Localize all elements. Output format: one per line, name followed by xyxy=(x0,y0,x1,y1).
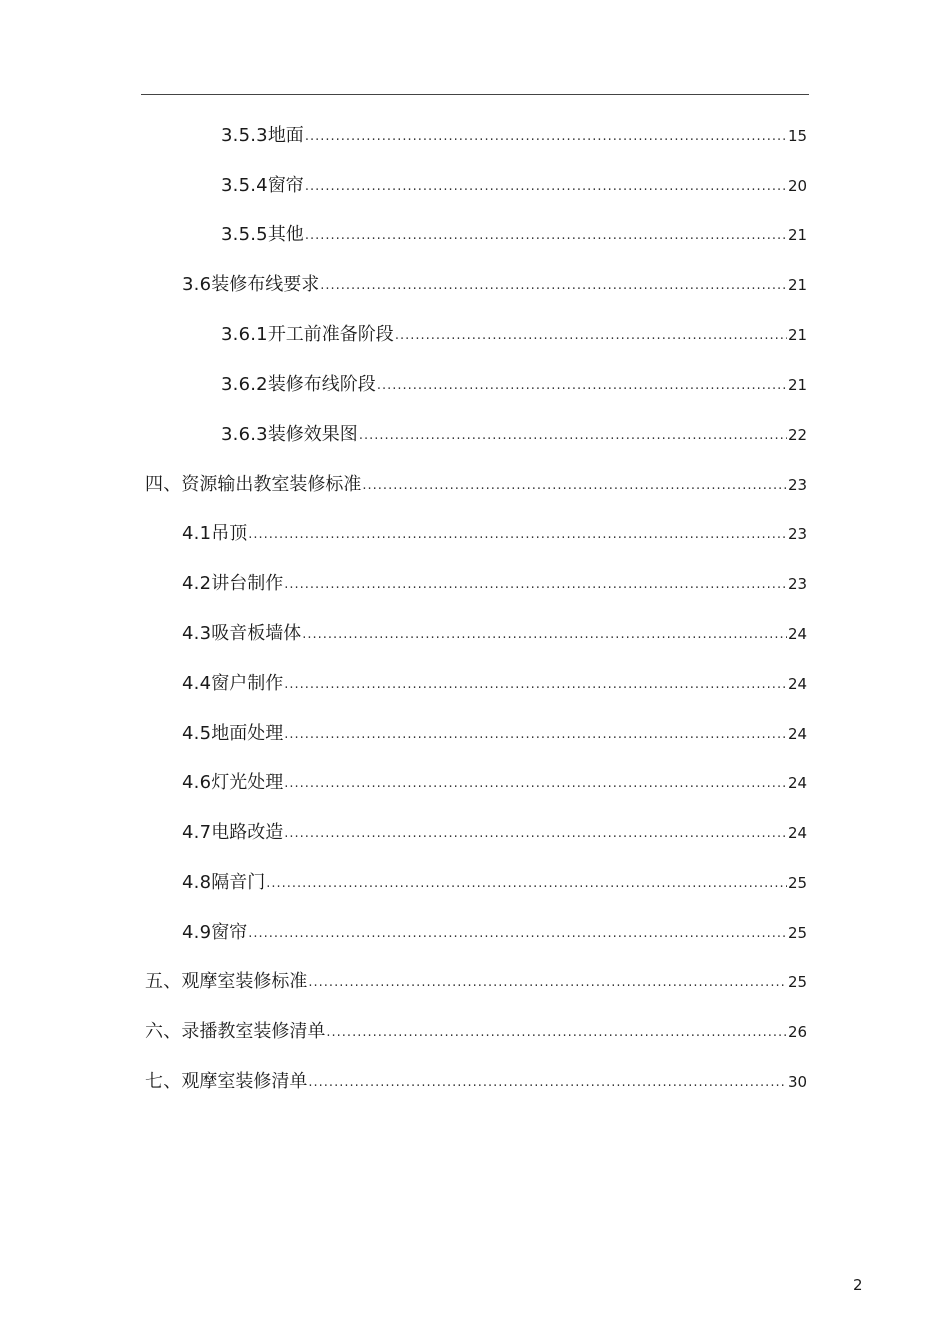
toc-entry-number: 3.6 xyxy=(182,274,212,295)
toc-entry-3-6-1[interactable] xyxy=(221,320,806,350)
toc-entry-page: 25 xyxy=(788,924,808,942)
toc-entry-title: 装修布线阶段 xyxy=(267,374,376,395)
toc-entry-number: 4.9 xyxy=(182,922,212,943)
toc-entry-4-6[interactable] xyxy=(182,768,806,798)
toc-leader-dots xyxy=(266,869,787,899)
toc-leader-dots xyxy=(305,172,787,202)
toc-leader-dots xyxy=(284,670,787,700)
toc-leader-dots xyxy=(359,421,787,451)
toc-entry-number: 七、 xyxy=(145,1071,182,1092)
toc-entry-page: 23 xyxy=(788,476,808,494)
toc-entry-title: 装修效果图 xyxy=(267,424,358,445)
toc-entry-page: 23 xyxy=(788,575,808,593)
toc-entry-title: 录播教室装修清单 xyxy=(181,1021,326,1042)
page-number: 2 xyxy=(853,1276,863,1294)
toc-entry-page: 26 xyxy=(788,1023,808,1041)
toc-leader-dots xyxy=(302,620,787,650)
toc-entry-title: 灯光处理 xyxy=(211,772,284,793)
toc-entry-title: 电路改造 xyxy=(211,822,284,843)
toc-entry-chapter-5[interactable] xyxy=(145,967,806,997)
toc-leader-dots xyxy=(308,1068,787,1098)
toc-leader-dots xyxy=(305,122,787,152)
toc-entry-page: 22 xyxy=(788,426,808,444)
toc-entry-number: 3.5.5 xyxy=(221,224,268,245)
toc-entry-3-6-3[interactable] xyxy=(221,420,806,450)
toc-leader-dots xyxy=(248,919,787,949)
toc-entry-page: 24 xyxy=(788,625,808,643)
toc-entry-number: 4.5 xyxy=(182,723,212,744)
toc-entry-title: 讲台制作 xyxy=(211,573,284,594)
toc-leader-dots xyxy=(377,371,787,401)
toc-leader-dots xyxy=(326,1018,787,1048)
toc-entry-chapter-6[interactable] xyxy=(145,1017,806,1047)
toc-entry-4-9[interactable] xyxy=(182,918,806,948)
toc-leader-dots xyxy=(305,221,787,251)
toc-entry-3-6-2[interactable] xyxy=(221,370,806,400)
toc-entry-page: 24 xyxy=(788,824,808,842)
toc-entry-page: 25 xyxy=(788,874,808,892)
toc-entry-title: 窗户制作 xyxy=(211,673,284,694)
toc-entry-3-6[interactable] xyxy=(182,270,806,300)
toc-entry-page: 24 xyxy=(788,774,808,792)
toc-entry-title: 窗帘 xyxy=(267,175,304,196)
toc-leader-dots xyxy=(284,720,787,750)
toc-entry-4-7[interactable] xyxy=(182,818,806,848)
toc-entry-number: 4.3 xyxy=(182,623,212,644)
toc-entry-title: 开工前准备阶段 xyxy=(267,324,394,345)
toc-entry-title: 观摩室装修标准 xyxy=(181,971,308,992)
toc-entry-page: 21 xyxy=(788,376,808,394)
toc-leader-dots xyxy=(308,968,787,998)
toc-entry-number: 4.2 xyxy=(182,573,212,594)
toc-entry-page: 21 xyxy=(788,276,808,294)
toc-entry-4-8[interactable] xyxy=(182,868,806,898)
toc-entry-chapter-7[interactable] xyxy=(145,1067,806,1097)
toc-entry-number: 四、 xyxy=(145,474,182,495)
toc-entry-page: 24 xyxy=(788,725,808,743)
toc-entry-page: 21 xyxy=(788,326,808,344)
toc-entry-page: 24 xyxy=(788,675,808,693)
toc-entry-number: 五、 xyxy=(145,971,182,992)
toc-entry-3-5-5[interactable] xyxy=(221,220,806,250)
toc-entry-number: 4.1 xyxy=(182,523,212,544)
toc-entry-number: 4.4 xyxy=(182,673,212,694)
toc-entry-title: 吸音板墙体 xyxy=(211,623,302,644)
toc-entry-number: 4.8 xyxy=(182,872,212,893)
toc-entry-3-5-3[interactable] xyxy=(221,121,806,151)
toc-entry-4-2[interactable] xyxy=(182,569,806,599)
toc-entry-page: 25 xyxy=(788,973,808,991)
toc-entry-number: 六、 xyxy=(145,1021,182,1042)
toc-entry-title: 吊顶 xyxy=(211,523,248,544)
toc-entry-number: 4.6 xyxy=(182,772,212,793)
toc-entry-4-4[interactable] xyxy=(182,669,806,699)
toc-entry-title: 观摩室装修清单 xyxy=(181,1071,308,1092)
toc-entry-number: 3.6.3 xyxy=(221,424,268,445)
toc-entry-number: 3.5.4 xyxy=(221,175,268,196)
toc-leader-dots xyxy=(284,819,787,849)
toc-entry-page: 30 xyxy=(788,1073,808,1091)
toc-entry-4-5[interactable] xyxy=(182,719,806,749)
toc-leader-dots xyxy=(284,769,787,799)
toc-entry-4-3[interactable] xyxy=(182,619,806,649)
toc-leader-dots xyxy=(284,570,787,600)
toc-leader-dots xyxy=(248,520,787,550)
toc-entry-chapter-4[interactable] xyxy=(145,470,806,500)
toc-entry-number: 3.6.2 xyxy=(221,374,268,395)
toc-entry-page: 15 xyxy=(788,127,808,145)
toc-entry-title: 其他 xyxy=(267,224,304,245)
toc-entry-title: 窗帘 xyxy=(211,922,248,943)
toc-leader-dots xyxy=(362,471,787,501)
toc-entry-title: 地面处理 xyxy=(211,723,284,744)
toc-entry-page: 20 xyxy=(788,177,808,195)
toc-entry-number: 4.7 xyxy=(182,822,212,843)
toc-entry-page: 23 xyxy=(788,525,808,543)
toc-entry-3-5-4[interactable] xyxy=(221,171,806,201)
toc-entry-title: 装修布线要求 xyxy=(211,274,320,295)
toc-entry-4-1[interactable] xyxy=(182,519,806,549)
toc-entry-title: 资源输出教室装修标准 xyxy=(181,474,362,495)
toc-leader-dots xyxy=(320,271,787,301)
toc-leader-dots xyxy=(395,321,787,351)
toc-entry-number: 3.5.3 xyxy=(221,125,268,146)
toc-entry-title: 地面 xyxy=(267,125,304,146)
toc-entry-title: 隔音门 xyxy=(211,872,266,893)
toc-entry-page: 21 xyxy=(788,226,808,244)
toc-entry-number: 3.6.1 xyxy=(221,324,268,345)
